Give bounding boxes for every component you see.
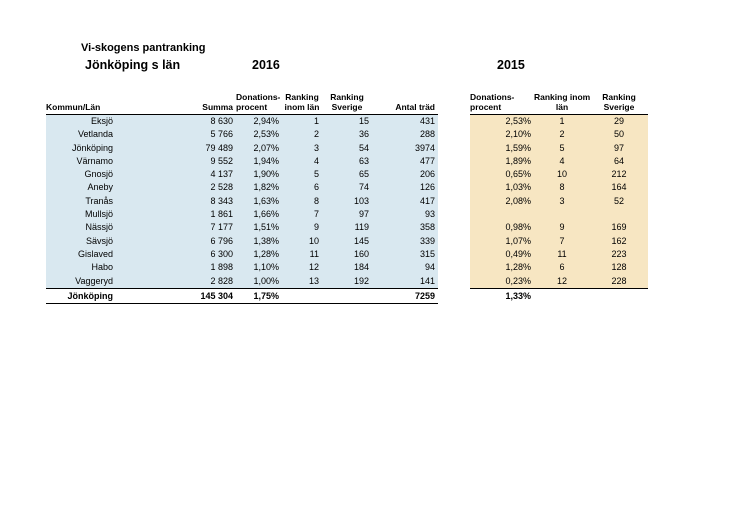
- cell-summa: 8 343: [210, 195, 233, 206]
- cell-ranking-inom-lan-2015: 2: [559, 129, 565, 140]
- cell-donationsprocent: 2,53%: [253, 129, 279, 140]
- cell-kommun: Eksjö: [90, 116, 113, 126]
- cell-kommun: Jönköping: [71, 142, 113, 153]
- table-row: [470, 155, 648, 168]
- cell-summa: 9 552: [210, 155, 233, 166]
- col-header-donationsprocent-2015: Donations- procent: [470, 92, 515, 112]
- cell-ranking-sverige-2015: 169: [611, 222, 627, 233]
- cell-summa: 2 528: [210, 182, 233, 193]
- cell-kommun: Aneby: [87, 182, 113, 193]
- table-2016: [46, 88, 438, 304]
- cell-donationsprocent-2015: 0,98%: [505, 222, 531, 233]
- table-row: [470, 128, 648, 141]
- cell-ranking-sverige-2015: 212: [611, 169, 627, 180]
- cell-ranking-sverige-2015: 29: [613, 116, 624, 126]
- table-2016-total-row: [46, 289, 438, 304]
- table-row: [46, 221, 438, 234]
- cell-ranking-sverige: 63: [358, 155, 369, 166]
- cell-donationsprocent-2015: 0,65%: [505, 169, 531, 180]
- cell-donationsprocent: 2,94%: [253, 116, 279, 126]
- cell-antal-trad: 206: [419, 169, 435, 180]
- total-donationsprocent-2015: 1,33%: [505, 290, 531, 301]
- cell-donationsprocent-2015: 0,23%: [505, 275, 531, 286]
- cell-antal-trad: 315: [419, 248, 435, 259]
- cell-ranking-sverige-2015: 128: [611, 262, 627, 273]
- cell-ranking-sverige-2015: 97: [613, 142, 624, 153]
- cell-kommun: Sävsjö: [85, 235, 113, 246]
- table-row: [46, 195, 438, 208]
- cell-ranking-sverige: 15: [358, 116, 369, 126]
- col-header-antal-trad: Antal träd: [395, 102, 435, 112]
- cell-ranking-sverige: 65: [358, 169, 369, 180]
- cell-ranking-sverige-2015: 64: [613, 155, 624, 166]
- cell-donationsprocent: 1,38%: [253, 235, 279, 246]
- cell-ranking-inom-lan: 3: [313, 142, 319, 153]
- cell-donationsprocent-2015: 1,59%: [505, 142, 531, 153]
- cell-summa: 1 898: [210, 262, 233, 273]
- cell-donationsprocent-2015: 1,28%: [505, 262, 531, 273]
- cell-antal-trad: 431: [419, 116, 435, 126]
- cell-ranking-inom-lan: 2: [313, 129, 319, 140]
- table-row: [46, 155, 438, 168]
- cell-summa: 5 766: [210, 129, 233, 140]
- table-row: [470, 275, 648, 288]
- cell-ranking-inom-lan: 11: [309, 248, 319, 259]
- cell-kommun: Vaggeryd: [75, 275, 113, 286]
- cell-ranking-sverige-2015: 52: [613, 195, 624, 206]
- cell-donationsprocent-2015: 2,10%: [505, 129, 531, 140]
- table-row: [46, 275, 438, 288]
- cell-donationsprocent: 1,66%: [253, 209, 279, 220]
- table-2015-total-row: [470, 289, 648, 304]
- cell-kommun: Gnosjö: [84, 169, 113, 180]
- cell-ranking-sverige: 145: [353, 235, 369, 246]
- table-2016-body: [46, 115, 438, 289]
- table-row: [46, 168, 438, 181]
- cell-ranking-sverige-2015: 50: [613, 129, 624, 140]
- cell-ranking-inom-lan: 8: [313, 195, 319, 206]
- cell-donationsprocent: 1,28%: [253, 248, 279, 259]
- cell-donationsprocent-2015: 0,49%: [505, 248, 531, 259]
- cell-donationsprocent: 1,51%: [253, 222, 279, 233]
- cell-summa: 8 630: [210, 116, 233, 126]
- cell-ranking-sverige: 160: [353, 248, 369, 259]
- cell-kommun: Vetlanda: [77, 129, 113, 140]
- table-row: [46, 128, 438, 141]
- col-header-summa: Summa: [202, 102, 233, 112]
- cell-summa: 1 861: [210, 209, 233, 220]
- cell-ranking-sverige: 74: [358, 182, 369, 193]
- cell-ranking-sverige: 184: [353, 262, 369, 273]
- cell-ranking-inom-lan: 1: [313, 116, 319, 126]
- cell-ranking-sverige-2015: 164: [611, 182, 627, 193]
- cell-ranking-sverige-2015: [590, 208, 648, 221]
- cell-antal-trad: 93: [424, 209, 435, 220]
- table-row: [470, 142, 648, 155]
- table-2015-body: [470, 115, 648, 289]
- cell-ranking-inom-lan-2015: 4: [559, 155, 565, 166]
- cell-antal-trad: 94: [424, 262, 435, 273]
- cell-ranking-inom-lan: 12: [308, 262, 319, 273]
- col-header-ranking-inom-lan-2015: Ranking inom län: [534, 92, 591, 112]
- total-summa: 145 304: [200, 290, 233, 301]
- cell-kommun: Gislaved: [77, 248, 113, 259]
- table-row: [46, 181, 438, 194]
- cell-donationsprocent: 1,82%: [253, 182, 279, 193]
- table-2015: [470, 88, 648, 304]
- cell-ranking-sverige: 192: [353, 275, 369, 286]
- cell-ranking-inom-lan: 5: [313, 169, 319, 180]
- col-header-donationsprocent: Donations- procent: [236, 92, 281, 112]
- cell-ranking-inom-lan-2015: 9: [559, 222, 565, 233]
- cell-ranking-sverige-2015: 162: [611, 235, 627, 246]
- cell-kommun: Habo: [91, 262, 113, 273]
- cell-ranking-inom-lan: 7: [313, 209, 319, 220]
- cell-antal-trad: 141: [419, 275, 435, 286]
- cell-ranking-inom-lan: 13: [308, 275, 319, 286]
- total-donationsprocent-2016: 1,75%: [253, 290, 279, 301]
- cell-ranking-inom-lan-2015: 5: [559, 142, 565, 153]
- cell-ranking-sverige: 36: [358, 129, 369, 140]
- table-2016-header: [46, 88, 438, 115]
- cell-ranking-inom-lan-2015: [534, 208, 590, 221]
- cell-ranking-inom-lan-2015: 12: [556, 275, 567, 286]
- cell-ranking-sverige: 54: [358, 142, 369, 153]
- table-row: [46, 208, 438, 221]
- cell-donationsprocent-2015: 2,53%: [505, 116, 531, 126]
- table-row: [46, 115, 438, 128]
- cell-donationsprocent-2015: 1,03%: [505, 182, 531, 193]
- cell-ranking-inom-lan-2015: 7: [559, 235, 565, 246]
- cell-donationsprocent-2015: 1,07%: [505, 235, 531, 246]
- cell-summa: 4 137: [210, 169, 233, 180]
- cell-antal-trad: 358: [419, 222, 435, 233]
- cell-antal-trad: 288: [419, 129, 435, 140]
- table-row: [46, 235, 438, 248]
- county-title: Jönköping s län: [85, 58, 181, 72]
- table-row: [470, 261, 648, 274]
- total-kommun: Jönköping: [67, 290, 113, 301]
- col-header-kommun: Kommun/Län: [46, 102, 101, 112]
- table-row: [46, 248, 438, 261]
- cell-donationsprocent-2015: [470, 208, 534, 221]
- cell-summa: 79 489: [205, 142, 233, 153]
- table-row: [46, 261, 438, 274]
- table-row: [470, 235, 648, 248]
- cell-ranking-inom-lan: 4: [313, 155, 319, 166]
- table-row: [470, 195, 648, 208]
- cell-ranking-inom-lan-2015: 1: [559, 116, 565, 126]
- table-row: [470, 221, 648, 234]
- table-row: [470, 248, 648, 261]
- cell-ranking-inom-lan-2015: 8: [559, 182, 565, 193]
- cell-donationsprocent: 1,94%: [253, 155, 279, 166]
- table-row: [46, 142, 438, 155]
- cell-ranking-inom-lan: 6: [313, 182, 319, 193]
- cell-antal-trad: 3974: [414, 142, 435, 153]
- cell-antal-trad: 126: [419, 182, 435, 193]
- cell-donationsprocent-2015: 2,08%: [505, 195, 531, 206]
- cell-ranking-sverige: 97: [358, 209, 369, 220]
- table-row: [470, 168, 648, 181]
- cell-donationsprocent: 1,63%: [253, 195, 279, 206]
- cell-ranking-inom-lan-2015: 11: [557, 248, 567, 259]
- cell-ranking-inom-lan: 9: [313, 222, 319, 233]
- cell-kommun: Nässjö: [85, 222, 113, 233]
- cell-antal-trad: 339: [419, 235, 435, 246]
- col-header-ranking-sverige-2015: Ranking Sverige: [602, 92, 636, 112]
- cell-donationsprocent: 1,10%: [253, 262, 279, 273]
- cell-antal-trad: 477: [419, 155, 435, 166]
- cell-kommun: Mullsjö: [84, 209, 113, 220]
- table-row: [470, 181, 648, 194]
- cell-ranking-inom-lan-2015: 3: [559, 195, 565, 206]
- cell-donationsprocent-2015: 1,89%: [505, 155, 531, 166]
- cell-ranking-sverige: 119: [354, 222, 369, 233]
- cell-ranking-sverige-2015: 228: [611, 275, 627, 286]
- cell-ranking-inom-lan: 10: [308, 235, 319, 246]
- cell-ranking-sverige-2015: 223: [611, 248, 627, 259]
- page-title: Vi-skogens pantranking: [81, 42, 206, 54]
- cell-kommun: Tranås: [85, 195, 113, 206]
- cell-ranking-inom-lan-2015: 6: [559, 262, 565, 273]
- cell-antal-trad: 417: [419, 195, 435, 206]
- year-2016-label: 2016: [252, 58, 280, 72]
- total-antal-trad: 7259: [414, 290, 435, 301]
- col-header-ranking-sverige: Ranking Sverige: [330, 92, 364, 112]
- cell-summa: 6 300: [210, 248, 233, 259]
- table-2015-header: [470, 88, 648, 115]
- table-row: [470, 115, 648, 128]
- cell-kommun: Värnamo: [76, 155, 113, 166]
- year-2015-label: 2015: [497, 58, 525, 72]
- cell-summa: 7 177: [210, 222, 233, 233]
- cell-donationsprocent: 1,00%: [253, 275, 279, 286]
- cell-summa: 2 828: [210, 275, 233, 286]
- cell-donationsprocent: 2,07%: [253, 142, 279, 153]
- cell-donationsprocent: 1,90%: [253, 169, 279, 180]
- cell-summa: 6 796: [210, 235, 233, 246]
- table-row: [470, 208, 648, 221]
- cell-ranking-sverige: 103: [353, 195, 369, 206]
- col-header-ranking-inom-lan: Ranking inom län: [284, 92, 320, 112]
- cell-ranking-inom-lan-2015: 10: [556, 169, 567, 180]
